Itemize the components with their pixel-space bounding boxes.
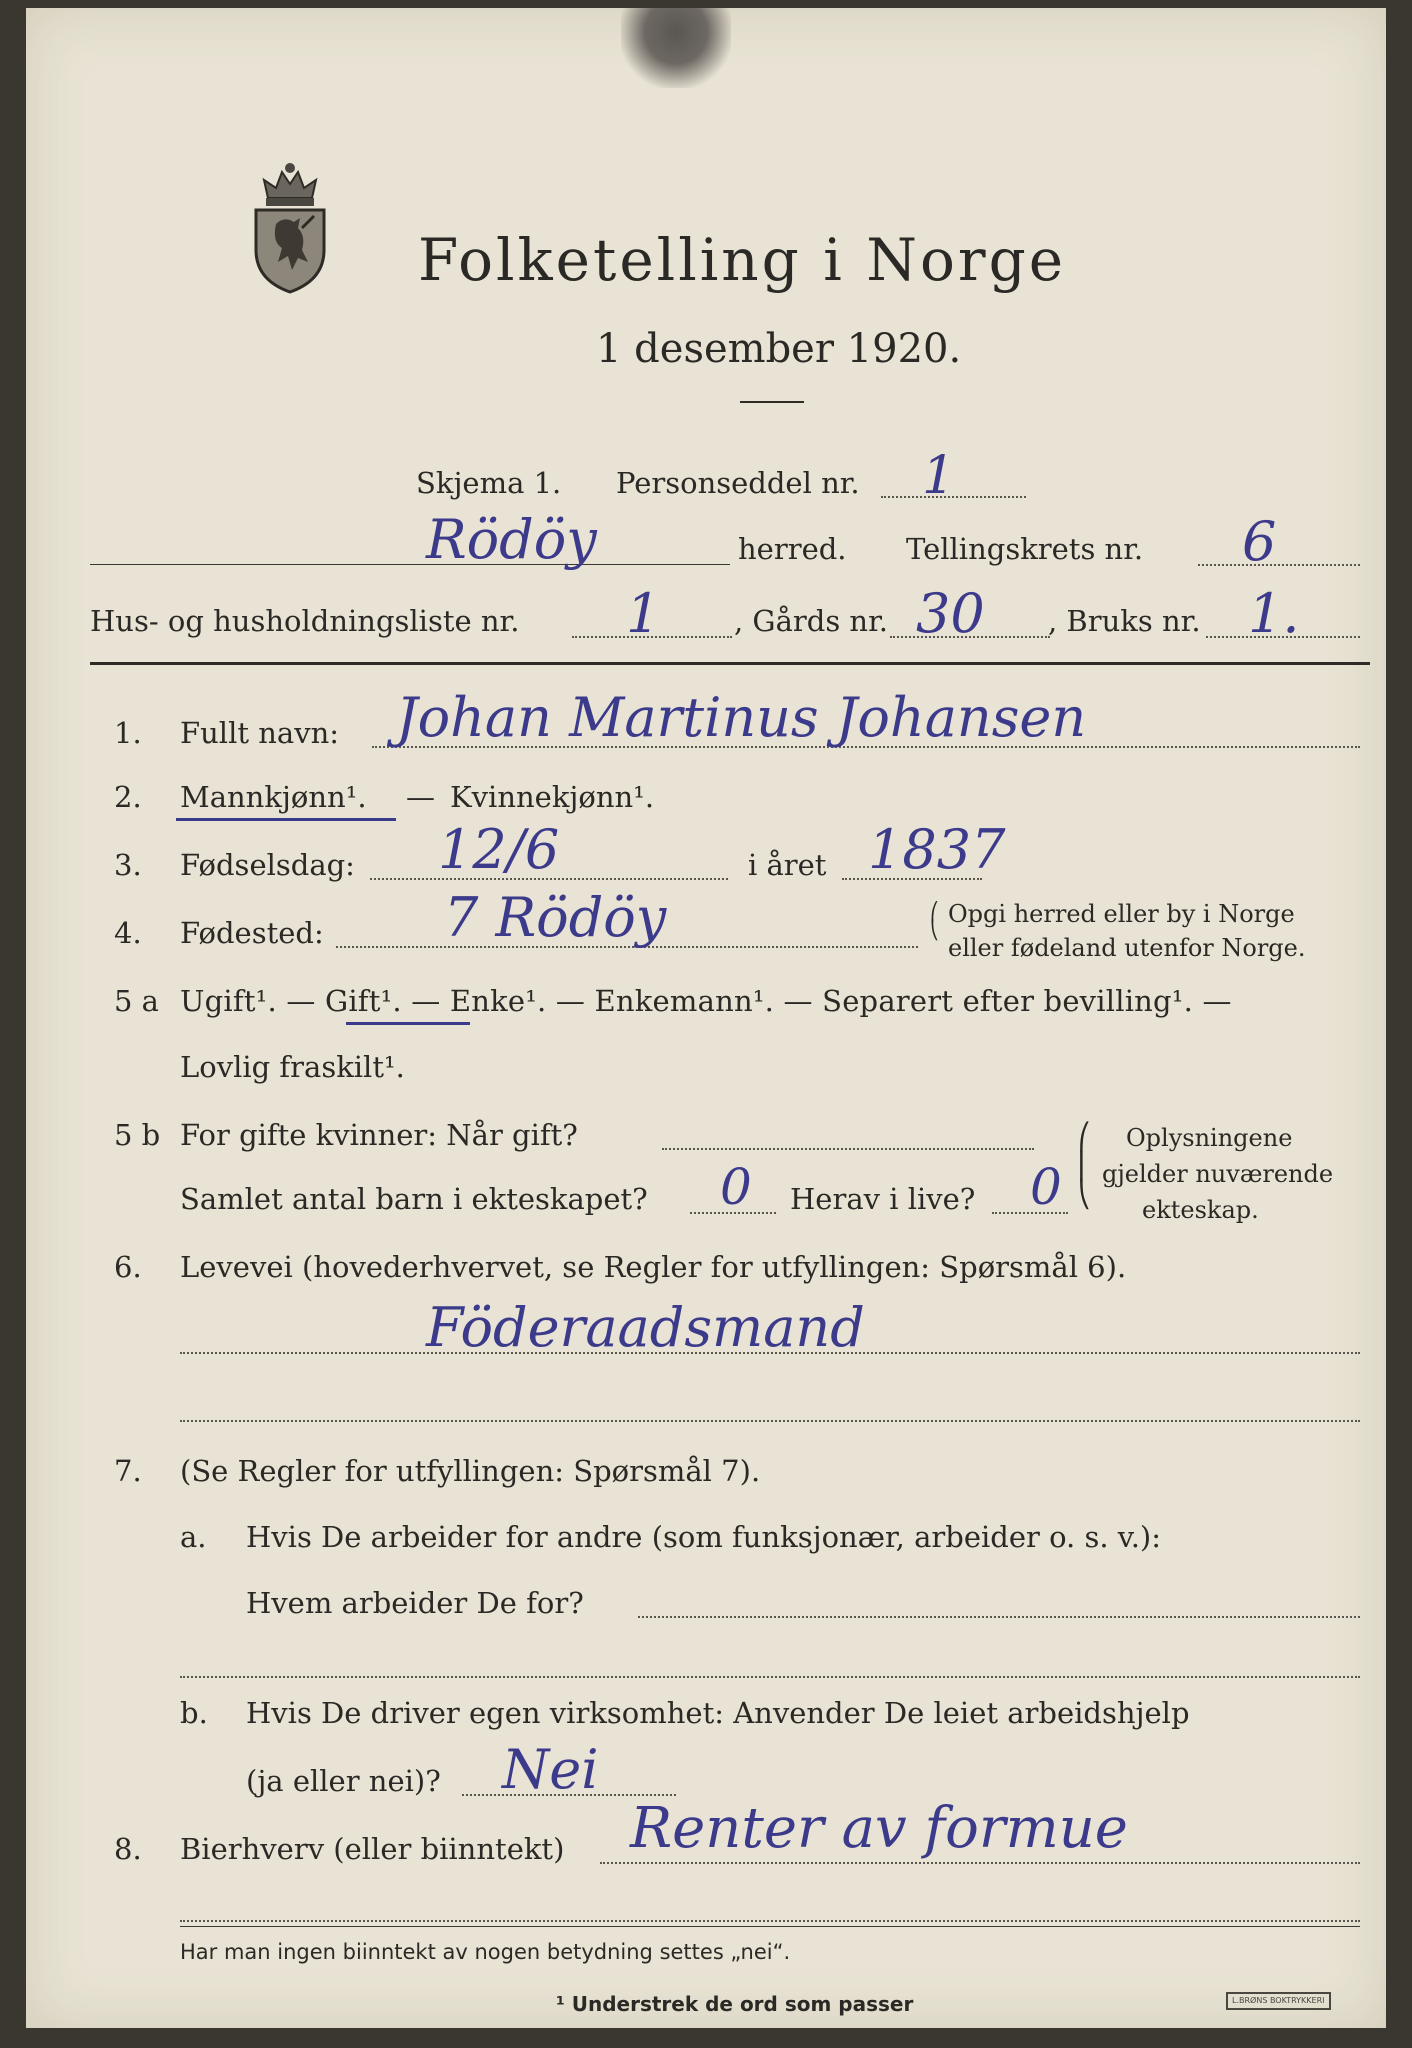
herred-label: herred. bbox=[738, 532, 847, 566]
gards-value: 30 bbox=[916, 582, 985, 645]
footer-footnote: ¹ Understrek de ord som passer bbox=[556, 1992, 914, 2016]
gards-label: , Gårds nr. bbox=[734, 604, 888, 638]
q3-year-label: i året bbox=[748, 848, 827, 882]
q5b-label2: Samlet antal barn i ekteskapet? bbox=[180, 1182, 648, 1216]
bruks-value: 1. bbox=[1248, 582, 1300, 645]
q6-field-line2 bbox=[180, 1420, 1360, 1422]
q4-number: 4. bbox=[114, 916, 142, 950]
husliste-label: Hus- og husholdningsliste nr. bbox=[90, 604, 520, 638]
q7-number: 7. bbox=[114, 1454, 142, 1488]
q7b-line2: (ja eller nei)? bbox=[246, 1764, 441, 1798]
q7b-letter: b. bbox=[180, 1696, 208, 1730]
q4-note-line2: eller fødeland utenfor Norge. bbox=[948, 934, 1306, 962]
tellingskrets-field bbox=[1198, 564, 1360, 566]
q2-separator: — bbox=[406, 780, 435, 814]
q5b-number: 5 b bbox=[114, 1118, 161, 1152]
q1-value: Johan Martinus Johansen bbox=[396, 686, 1087, 749]
q3-label: Fødselsdag: bbox=[180, 848, 355, 882]
q5b-note-line2: gjelder nuværende bbox=[1102, 1160, 1334, 1188]
q6-value: Föderaadsmand bbox=[426, 1296, 865, 1359]
q5b-label1: For gifte kvinner: Når gift? bbox=[180, 1118, 578, 1152]
q5b-note-brace: ⎛ ⎜ ⎝ bbox=[1078, 1123, 1091, 1211]
q5a-line1: Ugift¹. — Gift¹. — Enke¹. — Enkemann¹. — Separert efter bevilling¹. — bbox=[180, 984, 1232, 1018]
q5b-note-line3: ekteskap. bbox=[1142, 1196, 1259, 1224]
q7a-field-line1 bbox=[638, 1616, 1360, 1618]
husliste-value: 1 bbox=[626, 582, 661, 645]
norway-coat-of-arms-icon bbox=[248, 158, 332, 294]
q5b-children-value: 0 bbox=[720, 1158, 752, 1216]
q2-female: Kvinnekjønn¹. bbox=[450, 780, 655, 814]
q8-field-line2 bbox=[180, 1920, 1360, 1922]
personseddel-label: Personseddel nr. bbox=[616, 466, 860, 500]
header-divider bbox=[90, 662, 1370, 665]
form-title: Folketelling i Norge bbox=[418, 226, 1067, 294]
footer-note: Har man ingen biinntekt av nogen betydning settes „nei“. bbox=[180, 1940, 791, 1964]
printer-stamp: L.BRØNS BOKTRYKKERI bbox=[1226, 1992, 1331, 2010]
q8-field bbox=[600, 1862, 1360, 1864]
title-divider bbox=[740, 401, 804, 403]
herred-field bbox=[90, 564, 730, 565]
q3-value: 12/6 bbox=[438, 818, 560, 881]
q1-label: Fullt navn: bbox=[180, 716, 340, 750]
q3-number: 3. bbox=[114, 848, 142, 882]
q6-number: 6. bbox=[114, 1250, 142, 1284]
census-form-sheet bbox=[26, 8, 1386, 2028]
q6-label: Levevei (hovederhvervet, se Regler for utfyllingen: Spørsmål 6). bbox=[180, 1250, 1127, 1284]
q3-year-value: 1837 bbox=[868, 818, 1006, 881]
q4-note-brace: ⎛ ⎝ bbox=[930, 902, 939, 941]
q8-label: Bierhverv (eller biinntekt) bbox=[180, 1832, 565, 1866]
q8-value: Renter av formue bbox=[630, 1796, 1128, 1861]
q7b-line1: Hvis De driver egen virksomhet: Anvender De leiet arbeidshjelp bbox=[246, 1696, 1190, 1730]
q1-number: 1. bbox=[114, 716, 142, 750]
q5b-alive-label: Herav i live? bbox=[790, 1182, 976, 1216]
q5a-line2: Lovlig fraskilt¹. bbox=[180, 1050, 405, 1084]
q7b-value: Nei bbox=[502, 1738, 599, 1801]
q2-number: 2. bbox=[114, 780, 142, 814]
q5b-alive-value: 0 bbox=[1030, 1158, 1062, 1216]
bruks-label: , Bruks nr. bbox=[1048, 604, 1201, 638]
q4-label: Fødested: bbox=[180, 916, 324, 950]
q5a-number: 5 a bbox=[114, 984, 159, 1018]
footer-divider bbox=[180, 1926, 1360, 1927]
paper-stain bbox=[621, 8, 731, 88]
tellingskrets-label: Tellingskrets nr. bbox=[906, 532, 1144, 566]
q7-label: (Se Regler for utfyllingen: Spørsmål 7). bbox=[180, 1454, 761, 1488]
q2-male: Mannkjønn¹. bbox=[180, 780, 367, 814]
personseddel-value: 1 bbox=[922, 446, 956, 506]
q2-male-underline bbox=[176, 818, 396, 821]
q7a-field-line2 bbox=[180, 1676, 1360, 1678]
tellingskrets-value: 6 bbox=[1242, 510, 1277, 573]
q7a-line2: Hvem arbeider De for? bbox=[246, 1586, 584, 1620]
q8-number: 8. bbox=[114, 1832, 142, 1866]
q5b-note-line1: Oplysningene bbox=[1126, 1124, 1293, 1152]
herred-value: Rödöy bbox=[426, 508, 597, 571]
census-date: 1 desember 1920. bbox=[596, 326, 962, 372]
q5a-gift-underline bbox=[346, 1022, 470, 1025]
q7a-letter: a. bbox=[180, 1520, 207, 1554]
q4-value: 7 Rödöy bbox=[444, 886, 667, 949]
q7a-line1: Hvis De arbeider for andre (som funksjonær, arbeider o. s. v.): bbox=[246, 1520, 1162, 1554]
q5b-married-field bbox=[662, 1148, 1034, 1150]
q4-note-line1: Opgi herred eller by i Norge bbox=[948, 900, 1295, 928]
skjema-label: Skjema 1. bbox=[416, 466, 562, 500]
